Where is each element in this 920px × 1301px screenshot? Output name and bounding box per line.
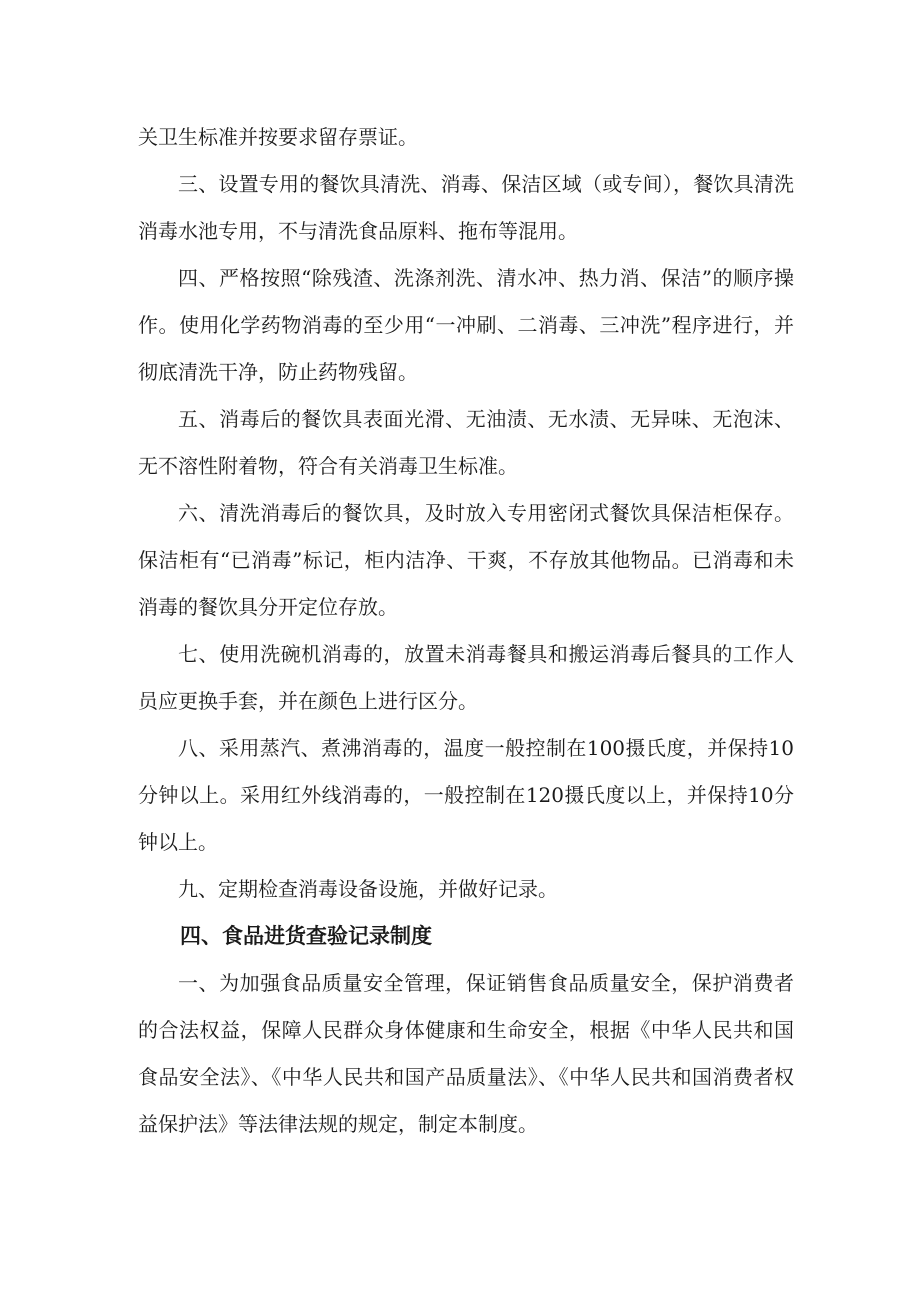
paragraph-item-5: 五、消毒后的餐饮具表面光滑、无油渍、无水渍、无异味、无泡沫、无不溶性附着物，符合有关消毒卫生标准。 xyxy=(138,407,794,478)
paragraph-item-8: 八、采用蒸汽、煮沸消毒的，温度一般控制在100摄氏度，并保持10分钟以上。采用红外线消毒的，一般控制在120摄氏度以上，并保持10分钟以上。 xyxy=(138,736,794,854)
section-heading: 四、食品进货查验记录制度 xyxy=(180,924,432,948)
paragraph-item-4: 四、严格按照“除残渣、洗涤剂洗、清水冲、热力消、保洁”的顺序操作。使用化学药物消毒的至少用“一冲刷、二消毒、三冲洗”程序进行，并彻底清洗干净，防止药物残留。 xyxy=(138,266,794,384)
document-body xyxy=(138,114,794,1148)
paragraph-item-9: 九、定期检查消毒设备设施，并做好记录。 xyxy=(178,877,558,901)
paragraph-item-3: 三、设置专用的餐饮具清洗、消毒、保洁区域（或专间），餐饮具清洗消毒水池专用，不与清洗食品原料、拖布等混用。 xyxy=(138,172,794,243)
section-paragraph-1: 一、为加强食品质量安全管理，保证销售食品质量安全，保护消费者的合法权益，保障人民群众身体健康和生命安全，根据《中华人民共和国食品安全法》、《中华人民共和国产品质量法》、《中华人民共和国消费者权益保护法》等法律法规的规定，制定本制度。 xyxy=(138,971,794,1136)
paragraph-item-6: 六、清洗消毒后的餐饮具，及时放入专用密闭式餐饮具保洁柜保存。保洁柜有“已消毒”标记，柜内洁净、干爽，不存放其他物品。已消毒和未消毒的餐饮具分开定位存放。 xyxy=(138,501,794,619)
paragraph-item-7: 七、使用洗碗机消毒的，放置未消毒餐具和搬运消毒后餐具的工作人员应更换手套，并在颜色上进行区分。 xyxy=(138,642,794,713)
paragraph-continuation: 关卫生标准并按要求留存票证。 xyxy=(138,125,418,149)
